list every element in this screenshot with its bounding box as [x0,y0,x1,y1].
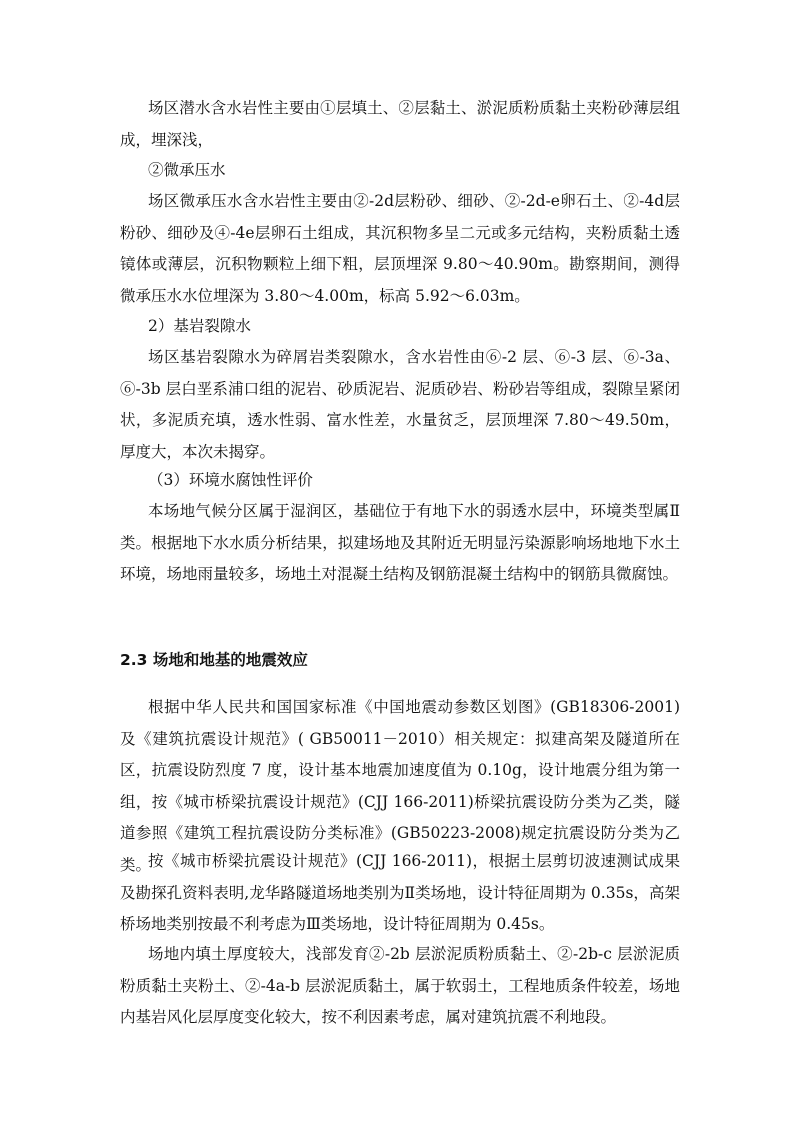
paragraph-soft-soil: 场地内填土厚度较大，浅部发育②-2b 层淤泥质粉质黏土、②-2b-c 层淤泥质粉质黏土夹粉土、②-4a-b 层淤泥质黏土，属于软弱土，工程地质条件较差，场地内基岩风化层厚度变化较大，按不利因素考虑，属对建筑抗震不利地段。 [120,945,680,1026]
subheading-corrosion: （3）环境水腐蚀性评价 [148,471,313,489]
subheading-confined-water: ②微承压水 [148,161,226,179]
section-heading: 2.3 场地和地基的地震效应 [120,651,308,669]
paragraph-seismic-standards: 根据中华人民共和国国家标准《中国地震动参数区划图》(GB18306-2001)及《建筑抗震设计规范》( GB50011－2010）相关规定：拟建高架及隧道所在区，抗震设防烈度 7 度，设计基本地震加速度值为 0.10g，设计地震分组为第一组，按《城市桥梁抗震设计规范》(CJJ 166-2011)桥梁抗震设防分类为乙类，隧道参照《建筑工程抗震设防分类标准》(GB50223-2008)规定抗震设防分类为乙类。 [120,698,680,874]
subheading-fissure-water: 2）基岩裂隙水 [148,317,251,335]
paragraph-phreatic-water: 场区潜水含水岩性主要由①层填土、②层黏土、淤泥质粉质黏土夹粉砂薄层组成，埋深浅， [120,99,680,149]
paragraph-confined-water: 场区微承压水含水岩性主要由②-2d层粉砂、细砂、②-2d-e卵石土、②-4d层粉砂、细砂及④-4e层卵石土组成，其沉积物多呈二元或多元结构，夹粉质黏土透镜体或薄层，沉积物颗粒上细下粗，层顶埋深 9.80～40.90m。勘察期间，测得微承压水水位埋深为 3.80～4.00m，标高 5.92～6.03m。 [120,192,680,305]
paragraph-corrosion: 本场地气候分区属于湿润区，基础位于有地下水的弱透水层中，环境类型属Ⅱ类。根据地下水水质分析结果，拟建场地及其附近无明显污染源影响场地地下水土环境，场地雨量较多，场地土对混凝土结构及钢筋混凝土结构中的钢筋具微腐蚀。 [120,502,680,583]
paragraph-fissure-water: 场区基岩裂隙水为碎屑岩类裂隙水，含水岩性由⑥-2 层、⑥-3 层、⑥-3a、⑥-3b 层白垩系浦口组的泥岩、砂质泥岩、泥质砂岩、粉砂岩等组成，裂隙呈紧闭状，多泥质充填，透水性弱、富水性差，水量贫乏，层顶埋深 7.80～49.50m，厚度大，本次未揭穿。 [120,348,680,461]
paragraph-site-class: 按《城市桥梁抗震设计规范》(CJJ 166-2011)，根据土层剪切波速测试成果及勘探孔资料表明,龙华路隧道场地类别为Ⅱ类场地，设计特征周期为 0.35s，高架桥场地类别按最不利考虑为Ⅲ类场地，设计特征周期为 0.45s。 [120,852,680,933]
